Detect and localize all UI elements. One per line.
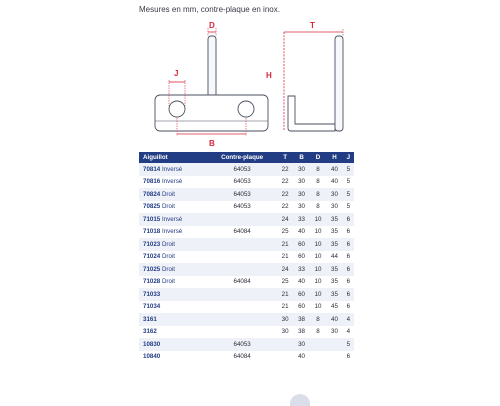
cell-b: 40: [293, 351, 309, 364]
cell-h: [326, 338, 342, 351]
table-row: [139, 351, 354, 364]
cell-j: 6: [343, 351, 354, 364]
aiguillot-code: 71018: [143, 228, 161, 236]
cell-contre-plaque: [207, 251, 276, 264]
cell-j: 6: [343, 226, 354, 239]
header-d: D: [310, 152, 326, 163]
cell-t: 22: [277, 201, 293, 214]
cell-b: 30: [293, 201, 309, 214]
technical-diagram: [139, 18, 361, 148]
cell-h: 30: [326, 201, 342, 214]
cell-j: 6: [343, 213, 354, 226]
cell-b: 30: [293, 188, 309, 201]
cell-t: 25: [277, 226, 293, 239]
table-row: [139, 163, 354, 176]
cell-b: 33: [293, 263, 309, 276]
side-view-body: [288, 96, 335, 131]
aiguillot-code: 71025: [143, 265, 161, 273]
cell-aiguillot: [139, 301, 207, 314]
cell-contre-plaque: 64053: [207, 163, 276, 176]
cell-aiguillot: [139, 276, 207, 289]
cell-d: 8: [310, 313, 326, 326]
cell-h: 35: [326, 263, 342, 276]
cell-contre-plaque: [207, 326, 276, 339]
cell-d: 8: [310, 201, 326, 214]
aiguillot-code: 70825: [143, 203, 161, 211]
side-view-pin: [335, 36, 343, 131]
cell-t: 30: [277, 326, 293, 339]
cell-aiguillot: [139, 351, 207, 364]
cell-b: 33: [293, 213, 309, 226]
cell-aiguillot: [139, 238, 207, 251]
cell-d: 8: [310, 163, 326, 176]
cell-contre-plaque: 64084: [207, 351, 276, 364]
dim-label-t: T: [310, 21, 315, 30]
table-row: [139, 301, 354, 314]
cell-d: [310, 338, 326, 351]
table-row: [139, 338, 354, 351]
cell-contre-plaque: [207, 213, 276, 226]
cell-contre-plaque: 64084: [207, 276, 276, 289]
aiguillot-code: 70816: [143, 178, 161, 186]
cell-d: 10: [310, 213, 326, 226]
cell-h: 30: [326, 188, 342, 201]
cell-b: 30: [293, 338, 309, 351]
aiguillot-variant: Droit: [161, 190, 176, 198]
cell-contre-plaque: [207, 238, 276, 251]
cell-j: 6: [343, 263, 354, 276]
cell-d: 8: [310, 326, 326, 339]
cell-t: 22: [277, 188, 293, 201]
header-contre-plaque: Contre-plaque: [207, 152, 276, 163]
aiguillot-code: 70814: [143, 165, 161, 173]
aiguillot-code: 3161: [143, 315, 157, 323]
aiguillot-code: 71015: [143, 215, 161, 223]
cell-h: 40: [326, 176, 342, 189]
cell-j: 5: [343, 201, 354, 214]
table-row: [139, 176, 354, 189]
cell-contre-plaque: 64053: [207, 201, 276, 214]
cell-j: 5: [343, 338, 354, 351]
cell-contre-plaque: [207, 313, 276, 326]
cell-aiguillot: [139, 226, 207, 239]
aiguillot-variant: Droit: [161, 278, 176, 286]
cell-h: 44: [326, 251, 342, 264]
brand-logo: [290, 394, 310, 406]
header-aiguillot: Aiguillot: [139, 152, 207, 163]
cell-aiguillot: [139, 313, 207, 326]
header-t: T: [277, 152, 293, 163]
aiguillot-variant: Inversé: [161, 165, 183, 173]
table-row: [139, 201, 354, 214]
aiguillot-variant: Droit: [161, 203, 176, 211]
cell-aiguillot: [139, 201, 207, 214]
table-row: [139, 313, 354, 326]
aiguillot-variant: Droit: [161, 240, 176, 248]
aiguillot-code: 71033: [143, 290, 161, 298]
cell-t: 24: [277, 263, 293, 276]
cell-h: 30: [326, 326, 342, 339]
cell-t: 24: [277, 213, 293, 226]
cell-aiguillot: [139, 251, 207, 264]
cell-d: 10: [310, 251, 326, 264]
aiguillot-code: 10830: [143, 340, 161, 348]
cell-b: 60: [293, 251, 309, 264]
cell-d: 10: [310, 263, 326, 276]
aiguillot-variant: Inversé: [161, 178, 183, 186]
cell-t: 21: [277, 251, 293, 264]
cell-contre-plaque: [207, 301, 276, 314]
cell-h: 40: [326, 163, 342, 176]
cell-d: 10: [310, 226, 326, 239]
cell-h: 35: [326, 213, 342, 226]
cell-aiguillot: [139, 163, 207, 176]
cell-t: 21: [277, 238, 293, 251]
cell-d: 10: [310, 288, 326, 301]
cell-j: 6: [343, 301, 354, 314]
aiguillot-code: 10840: [143, 353, 161, 361]
cell-j: 4: [343, 326, 354, 339]
cell-b: 60: [293, 301, 309, 314]
table-row: [139, 188, 354, 201]
cell-aiguillot: [139, 326, 207, 339]
table-row: [139, 263, 354, 276]
cell-aiguillot: [139, 213, 207, 226]
cell-h: 35: [326, 238, 342, 251]
cell-h: 40: [326, 313, 342, 326]
table-row: [139, 288, 354, 301]
cell-b: 40: [293, 226, 309, 239]
table-row: [139, 226, 354, 239]
aiguillot-variant: Droit: [161, 265, 176, 273]
cell-t: 21: [277, 288, 293, 301]
cell-aiguillot: [139, 176, 207, 189]
aiguillot-code: 71023: [143, 240, 161, 248]
cell-contre-plaque: 64053: [207, 176, 276, 189]
cell-b: 38: [293, 326, 309, 339]
cell-aiguillot: [139, 288, 207, 301]
cell-t: 22: [277, 163, 293, 176]
table-row: [139, 213, 354, 226]
cell-aiguillot: [139, 188, 207, 201]
dim-label-j: J: [174, 69, 179, 78]
header-b: B: [293, 152, 309, 163]
table-row: [139, 238, 354, 251]
cell-j: 6: [343, 238, 354, 251]
cell-t: 30: [277, 313, 293, 326]
aiguillot-code: 3162: [143, 328, 157, 336]
cell-h: 35: [326, 288, 342, 301]
aiguillot-variant: Inversé: [161, 228, 183, 236]
aiguillot-code: 71028: [143, 278, 161, 286]
header-h: H: [326, 152, 342, 163]
cell-b: 60: [293, 238, 309, 251]
aiguillot-code: 71034: [143, 303, 161, 311]
cell-contre-plaque: [207, 288, 276, 301]
cell-h: 35: [326, 226, 342, 239]
cell-contre-plaque: 64053: [207, 338, 276, 351]
cell-t: [277, 351, 293, 364]
cell-t: 25: [277, 276, 293, 289]
cell-j: 5: [343, 176, 354, 189]
cell-t: 22: [277, 176, 293, 189]
cell-b: 40: [293, 276, 309, 289]
dim-label-h: H: [266, 71, 272, 80]
cell-d: 8: [310, 176, 326, 189]
specification-table: [139, 152, 354, 363]
cell-d: 10: [310, 276, 326, 289]
cell-j: 6: [343, 251, 354, 264]
cell-h: 45: [326, 301, 342, 314]
cell-contre-plaque: [207, 263, 276, 276]
header-j: J: [343, 152, 354, 163]
hole-left: [169, 101, 185, 117]
cell-j: 5: [343, 188, 354, 201]
cell-t: [277, 338, 293, 351]
table-header-row: [139, 152, 354, 163]
cell-contre-plaque: 64084: [207, 226, 276, 239]
cell-d: [310, 351, 326, 364]
table-row: [139, 276, 354, 289]
cell-j: 4: [343, 313, 354, 326]
aiguillot-variant: Droit: [161, 253, 176, 261]
cell-d: 8: [310, 188, 326, 201]
cell-contre-plaque: 64053: [207, 188, 276, 201]
dim-label-b: B: [209, 139, 215, 148]
cell-d: 10: [310, 238, 326, 251]
table-row: [139, 326, 354, 339]
dim-label-d: D: [209, 21, 215, 30]
cell-j: 6: [343, 288, 354, 301]
hole-right: [238, 101, 254, 117]
cell-aiguillot: [139, 263, 207, 276]
aiguillot-code: 71024: [143, 253, 161, 261]
cell-j: 6: [343, 276, 354, 289]
cell-h: 35: [326, 276, 342, 289]
cell-h: [326, 351, 342, 364]
cell-b: 38: [293, 313, 309, 326]
aiguillot-variant: Inversé: [161, 215, 183, 223]
table-row: [139, 251, 354, 264]
cell-aiguillot: [139, 338, 207, 351]
cell-d: 10: [310, 301, 326, 314]
caption: Mesures en mm, contre-plaque en inox.: [139, 5, 280, 14]
cell-b: 30: [293, 176, 309, 189]
cell-b: 60: [293, 288, 309, 301]
aiguillot-code: 70824: [143, 190, 161, 198]
cell-t: 21: [277, 301, 293, 314]
cell-j: 5: [343, 163, 354, 176]
cell-b: 30: [293, 163, 309, 176]
